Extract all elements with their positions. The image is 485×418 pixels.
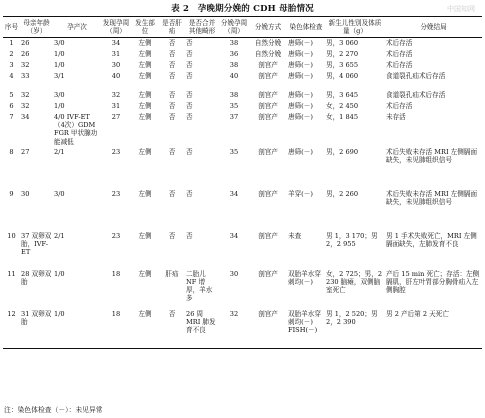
cell-outcome: 未存活 [386, 112, 406, 121]
cell-no: 4 [9, 71, 14, 80]
cell-no: 9 [9, 189, 14, 198]
cell-mode: 自然分娩 [254, 39, 282, 48]
cell-gp: 1/0 [54, 309, 65, 318]
table-row [3, 90, 482, 101]
cell-mode: 剖宫产 [258, 231, 278, 240]
table-row [3, 189, 482, 231]
cell-age: 26 [21, 39, 30, 48]
cell-outcome: 男 1 手术失败死亡，MRI 左侧膈面缺失，左肺发育不良 [386, 231, 477, 248]
cell-del-wk: 38 [229, 39, 239, 48]
cell-liver: 肝疝 [165, 269, 179, 278]
cell-site: 左侧 [138, 147, 152, 156]
cell-other: 否 [186, 101, 193, 110]
cell-liver: 否 [168, 39, 176, 48]
cell-find-wk: 40 [111, 71, 121, 80]
cell-other: 否 [186, 49, 193, 58]
cell-liver: 否 [168, 309, 176, 318]
cell-outcome: 术后存活 [386, 101, 413, 110]
cell-find-wk: 32 [111, 90, 121, 99]
cell-outcome: 男 2 产后第 2 天死亡 [386, 309, 449, 318]
cell-baby: 男，4 060 [326, 71, 359, 80]
cell-mode: 剖宫产 [258, 269, 278, 278]
cell-no: 7 [9, 112, 14, 121]
cell-del-wk: 34 [229, 189, 239, 198]
cell-age: 27 [21, 147, 30, 156]
cell-outcome: 术后存活 [386, 39, 413, 48]
footnote: 注：染色体检查（－）：未见异常 [4, 406, 103, 414]
cell-other: 二胎儿 NF 增厚，羊水多 [186, 269, 213, 303]
header-cell: 染色体检查 [289, 23, 323, 32]
cell-age: 30 [21, 189, 30, 198]
cell-find-wk: 31 [111, 101, 121, 110]
cell-chrom: 唐筛(－) [288, 101, 313, 110]
table-row [3, 231, 482, 269]
cell-del-wk: 40 [229, 71, 239, 80]
cell-no: 8 [9, 147, 14, 156]
table-row [3, 147, 482, 189]
cell-liver: 否 [168, 101, 176, 110]
header-cell: 发生部位 [135, 19, 155, 36]
cell-outcome: 术后存活 [386, 49, 413, 58]
cell-age: 32 [21, 90, 30, 99]
cell-no: 10 [7, 231, 16, 240]
cell-find-wk: 23 [111, 147, 121, 156]
cell-site: 左侧 [138, 90, 152, 99]
cell-other: 否 [186, 189, 193, 198]
cell-gp: 4/0 IVF-ET（4次）GDM FGR 甲状腺功能减低 [54, 112, 98, 146]
cell-no: 1 [9, 39, 14, 48]
cell-other: 否 [186, 39, 193, 48]
header-cell: 分娩孕周（周） [220, 19, 248, 36]
cell-gp: 1/0 [54, 269, 65, 278]
cell-del-wk: 38 [229, 90, 239, 99]
cell-baby: 女，2 725；男，2 230 脑瘫，双侧脑室死亡 [326, 269, 383, 295]
header-cell: 分娩结局 [420, 23, 447, 32]
cell-gp: 2/1 [54, 147, 65, 156]
cell-baby: 男 1，3 170；男 2，2 955 [326, 231, 378, 248]
cell-no: 6 [9, 101, 14, 110]
cell-del-wk: 32 [229, 309, 239, 318]
cell-chrom: 唐筛(－) [288, 49, 313, 58]
cell-mode: 剖宫产 [258, 71, 278, 80]
cell-gp: 3/0 [54, 90, 65, 99]
cell-other: 否 [186, 60, 193, 69]
cell-baby: 男 1，2 520；男 2，2 390 [326, 309, 378, 326]
cell-baby: 男，2 270 [326, 49, 359, 58]
cell-find-wk: 31 [111, 49, 121, 58]
header-cell: 序号 [4, 23, 19, 32]
cell-del-wk: 30 [229, 269, 239, 278]
cell-site: 左侧 [138, 39, 152, 48]
cell-other: 否 [186, 71, 193, 80]
cell-chrom: 双胎羊水穿刺均(－) [288, 269, 321, 286]
cell-liver: 否 [168, 112, 176, 121]
cell-outcome: 术后失败未存活 MRI 左侧膈面缺失，未见肺组织信号 [386, 147, 478, 164]
cell-age: 26 [21, 49, 30, 58]
cell-mode: 剖宫产 [258, 112, 278, 121]
cdh-table [3, 16, 482, 349]
cell-gp: 2/1 [54, 231, 65, 240]
cell-outcome: 产后 15 min 死亡；存活：左侧膈肌，肝左叶胃部分胸骨疝入左侧胸腔 [386, 269, 480, 295]
cell-outcome: 食道裂孔疝术后存活 [386, 90, 446, 99]
cell-chrom: 唐筛(－) [288, 90, 313, 99]
cell-del-wk: 37 [229, 112, 239, 121]
cell-gp: 1/0 [54, 101, 65, 110]
table-row [3, 112, 482, 147]
cell-mode: 剖宫产 [258, 101, 278, 110]
cell-find-wk: 18 [111, 269, 121, 278]
cell-find-wk: 18 [111, 309, 121, 318]
cell-other: 否 [186, 147, 193, 156]
cell-no: 12 [7, 309, 16, 318]
cell-mode: 剖宫产 [258, 60, 278, 69]
cell-baby: 男，3 655 [326, 60, 359, 69]
header-cell: 孕产次 [67, 23, 87, 32]
cell-other: 26 周 MRI 肺发育不良 [186, 309, 216, 335]
table-row [3, 269, 482, 309]
header-row [3, 17, 482, 38]
cell-no: 11 [7, 269, 16, 278]
cell-chrom: 唐筛(－) [288, 60, 313, 69]
table-body [3, 38, 482, 349]
cell-del-wk: 35 [229, 147, 239, 156]
cell-gp: 3/0 [54, 39, 65, 48]
header-cell: 新生儿性别及体质量（g） [328, 19, 382, 36]
cell-age: 37 双卵双胎，IVF-ET [21, 231, 52, 257]
cell-outcome: 术后失败未存活 MRI 左侧膈面缺失，未见肺组织信号 [386, 189, 478, 206]
cell-age: 28 双卵双胎 [21, 269, 52, 286]
table-row [3, 49, 482, 60]
cell-find-wk: 23 [111, 231, 121, 240]
cell-del-wk: 36 [229, 49, 239, 58]
cell-site: 左侧 [138, 309, 152, 318]
table-row [3, 309, 482, 349]
cell-outcome: 食道裂孔疝术后存活 [386, 71, 446, 80]
cell-del-wk: 34 [229, 231, 239, 240]
cell-chrom: 双胎羊水穿刺均(－) FISH(－) [288, 309, 321, 335]
cell-site: 左侧 [138, 71, 152, 80]
cell-chrom: 羊穿(－) [288, 189, 313, 198]
cell-no: 3 [9, 60, 14, 69]
cell-mode: 剖宫产 [258, 90, 278, 99]
watermark-logo: 中国知网 [447, 5, 475, 13]
cell-site: 左侧 [138, 49, 152, 58]
cell-site: 左侧 [138, 231, 152, 240]
header-cell: 发现孕周（周） [102, 19, 130, 36]
cell-liver: 否 [168, 90, 176, 99]
cell-mode: 剖宫产 [258, 189, 278, 198]
cell-find-wk: 34 [111, 39, 121, 48]
table-title: 表 2 孕晚期分娩的 CDH 母胎情况 [171, 4, 314, 14]
header-cell: 是否肝疝 [162, 19, 182, 36]
table-row [3, 38, 482, 49]
cell-mode: 剖宫产 [258, 309, 278, 318]
cell-find-wk: 27 [111, 112, 121, 121]
cell-liver: 否 [168, 189, 176, 198]
cell-site: 左侧 [138, 101, 152, 110]
cell-del-wk: 35 [229, 101, 239, 110]
cell-age: 31 双卵双胎 [21, 309, 52, 326]
cell-age: 33 [21, 71, 30, 80]
cell-no: 5 [9, 90, 14, 99]
cell-chrom: 唐筛(－) [288, 112, 313, 121]
cell-other: 否 [186, 112, 193, 121]
header-cell: 是否合并其他畸形 [188, 19, 216, 36]
cell-site: 左侧 [138, 269, 152, 278]
cell-gp: 1/0 [54, 60, 65, 69]
cell-baby: 女，2 450 [326, 101, 359, 110]
cell-mode: 剖宫产 [258, 147, 278, 156]
cell-baby: 男，3 645 [326, 90, 359, 99]
cell-gp: 3/1 [54, 71, 65, 80]
cell-outcome: 术后存活 [386, 60, 413, 69]
table-row [3, 60, 482, 71]
cell-liver: 否 [168, 231, 176, 240]
cell-site: 左侧 [138, 60, 152, 69]
cell-chrom: 唐筛(－) [288, 39, 313, 48]
cell-del-wk: 38 [229, 60, 239, 69]
cell-other: 否 [186, 90, 193, 99]
cell-find-wk: 23 [111, 189, 121, 198]
cell-chrom: 未查 [288, 231, 302, 240]
cell-find-wk: 30 [111, 60, 121, 69]
cell-liver: 否 [168, 147, 176, 156]
cell-baby: 男，2 690 [326, 147, 359, 156]
cell-chrom: 唐筛(－) [288, 147, 313, 156]
cell-baby: 女，1 845 [326, 112, 359, 121]
header-cell: 分娩方式 [254, 23, 282, 32]
table-row [3, 71, 482, 90]
cell-site: 左侧 [138, 112, 152, 121]
table-row [3, 101, 482, 112]
header-cell: 母亲年龄（岁） [23, 19, 50, 36]
cell-liver: 否 [168, 71, 176, 80]
cell-chrom: 唐筛(－) [288, 71, 313, 80]
cell-baby: 男，2 260 [326, 189, 359, 198]
cell-liver: 否 [168, 60, 176, 69]
cell-age: 32 [21, 101, 30, 110]
cell-baby: 男，3 060 [326, 39, 359, 48]
cell-liver: 否 [168, 49, 176, 58]
cell-no: 2 [9, 49, 14, 58]
cell-gp: 1/0 [54, 49, 65, 58]
cell-age: 32 [21, 60, 30, 69]
cell-site: 左侧 [138, 189, 152, 198]
cell-gp: 3/0 [54, 189, 65, 198]
cell-other: 否 [186, 231, 193, 240]
cell-mode: 自然分娩 [254, 49, 282, 58]
cell-age: 34 [21, 112, 30, 121]
